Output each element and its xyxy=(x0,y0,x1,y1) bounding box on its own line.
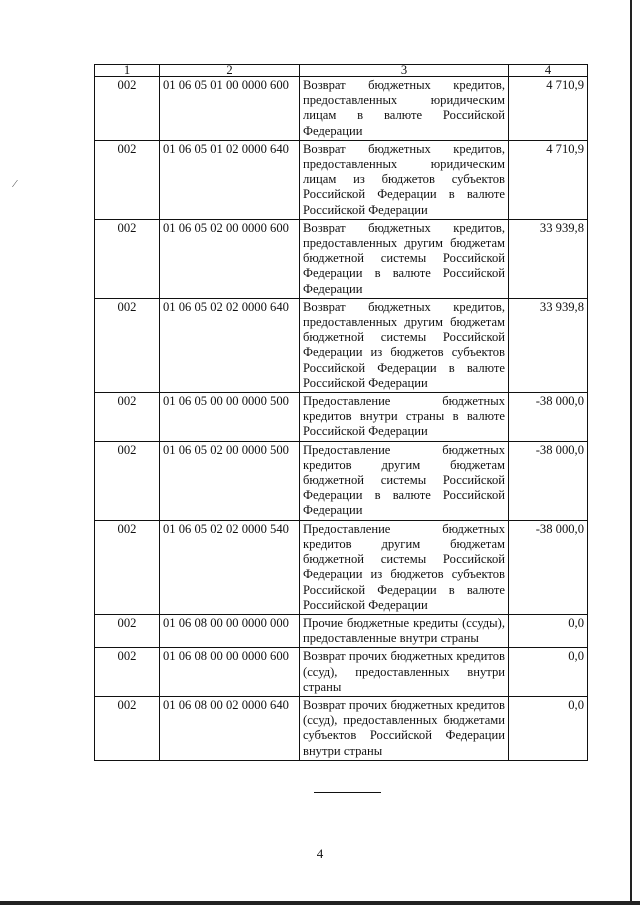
admin-code-cell: 002 xyxy=(95,219,160,298)
table-body xyxy=(95,77,588,761)
source-name-cell: Возврат бюджетных кредитов, предоставленных другим бюджетам бюджетной системы Российской Федерации из бюджетов субъектов Российской Федерации в валюте Российской Федерации xyxy=(300,298,509,392)
kbk-code-cell: 01 06 05 02 02 0000 640 xyxy=(160,298,300,392)
table-row xyxy=(95,298,588,392)
admin-code-cell: 002 xyxy=(95,393,160,442)
kbk-code-cell: 01 06 08 00 02 0000 640 xyxy=(160,696,300,760)
table-row xyxy=(95,648,588,697)
source-name-cell: Предоставление бюджетных кредитов внутри страны в валюте Российской Федерации xyxy=(300,393,509,442)
source-name-cell: Возврат бюджетных кредитов, предоставленных юридическим лицам в валюте Российской Федерации xyxy=(300,77,509,141)
source-name-cell: Предоставление бюджетных кредитов другим бюджетам бюджетной системы Российской Федерации в валюте Российской Федерации xyxy=(300,441,509,520)
admin-code-cell: 002 xyxy=(95,298,160,392)
amount-cell: 33 939,8 xyxy=(509,298,588,392)
admin-code-cell: 002 xyxy=(95,696,160,760)
amount-cell: 33 939,8 xyxy=(509,219,588,298)
amount-cell: 4 710,9 xyxy=(509,77,588,141)
amount-cell: 4 710,9 xyxy=(509,140,588,219)
col-header-3: 3 xyxy=(300,65,509,77)
admin-code-cell: 002 xyxy=(95,140,160,219)
table-row xyxy=(95,520,588,614)
kbk-code-cell: 01 06 08 00 00 0000 600 xyxy=(160,648,300,697)
table-row xyxy=(95,696,588,760)
table-row xyxy=(95,219,588,298)
kbk-code-cell: 01 06 05 02 02 0000 540 xyxy=(160,520,300,614)
kbk-code-cell: 01 06 05 00 00 0000 500 xyxy=(160,393,300,442)
admin-code-cell: 002 xyxy=(95,648,160,697)
kbk-code-cell: 01 06 08 00 00 0000 000 xyxy=(160,614,300,647)
amount-cell: 0,0 xyxy=(509,696,588,760)
table-row xyxy=(95,441,588,520)
source-name-cell: Предоставление бюджетных кредитов другим бюджетам бюджетной системы Российской Федерации из бюджетов субъектов Российской Федерации в валюте Российской Федерации xyxy=(300,520,509,614)
admin-code-cell: 002 xyxy=(95,614,160,647)
source-name-cell: Возврат прочих бюджетных кредитов (ссуд), предоставленных бюджетами субъектов Российской Федерации внутри страны xyxy=(300,696,509,760)
kbk-code-cell: 01 06 05 01 00 0000 600 xyxy=(160,77,300,141)
table-row xyxy=(95,77,588,141)
source-name-cell: Прочие бюджетные кредиты (ссуды), предоставленные внутри страны xyxy=(300,614,509,647)
table-row xyxy=(95,393,588,442)
source-name-cell: Возврат прочих бюджетных кредитов (ссуд), предоставленных внутри страны xyxy=(300,648,509,697)
amount-cell: -38 000,0 xyxy=(509,441,588,520)
table-row xyxy=(95,140,588,219)
admin-code-cell: 002 xyxy=(95,520,160,614)
page-edge-bottom xyxy=(0,901,640,905)
kbk-code-cell: 01 06 05 02 00 0000 600 xyxy=(160,219,300,298)
table-header-row xyxy=(95,65,588,77)
source-name-cell: Возврат бюджетных кредитов, предоставленных другим бюджетам бюджетной системы Российской Федерации в валюте Российской Федерации xyxy=(300,219,509,298)
amount-cell: 0,0 xyxy=(509,648,588,697)
footnote-rule xyxy=(314,792,381,793)
table-row xyxy=(95,614,588,647)
budget-table xyxy=(94,64,588,761)
amount-cell: 0,0 xyxy=(509,614,588,647)
col-header-2: 2 xyxy=(160,65,300,77)
amount-cell: -38 000,0 xyxy=(509,393,588,442)
kbk-code-cell: 01 06 05 01 02 0000 640 xyxy=(160,140,300,219)
margin-mark: ⁄ xyxy=(14,178,16,190)
admin-code-cell: 002 xyxy=(95,77,160,141)
source-name-cell: Возврат бюджетных кредитов, предоставленных юридическим лицам из бюджетов субъектов Российской Федерации в валюте Российской Федерации xyxy=(300,140,509,219)
col-header-1: 1 xyxy=(95,65,160,77)
amount-cell: -38 000,0 xyxy=(509,520,588,614)
page-edge-right xyxy=(630,0,632,905)
kbk-code-cell: 01 06 05 02 00 0000 500 xyxy=(160,441,300,520)
page-number: 4 xyxy=(316,846,324,861)
col-header-4: 4 xyxy=(509,65,588,77)
admin-code-cell: 002 xyxy=(95,441,160,520)
